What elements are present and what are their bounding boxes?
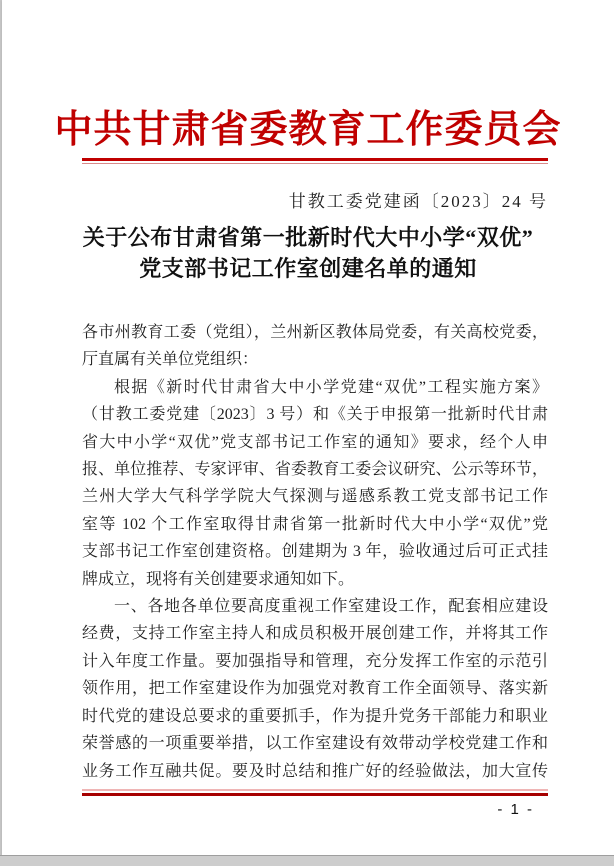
footer-divider-thin-line <box>82 789 548 791</box>
page-number: - 1 - <box>497 801 534 818</box>
body-line-salutation-1: 各市州教育工委（党组），兰州新区教体局党委，有关高校党委， <box>82 324 548 341</box>
body-line-item-one: 一、各地各单位要高度重视工作室建设工作，配套相应建设 <box>114 598 548 616</box>
letterhead-divider-thin-line <box>82 163 548 164</box>
body-line: 时代党的建设总要求的重要抓手，作为提升党务干部能力和职业 <box>82 707 548 725</box>
document-title-line1: 关于公布甘肃省第一批新时代大中小学“双优” <box>82 225 534 250</box>
body-line: （甘教工委党建〔2023〕3 号）和《关于申报第一批新时代甘肃 <box>82 406 548 424</box>
body-line: 室等 102 个工作室取得甘肃省第一批新时代大中小学“双优”党 <box>82 515 548 533</box>
body-line: 领作用，把工作室建设作为加强党对教育工作全面领导、落实新 <box>82 680 548 698</box>
page-edge <box>0 855 614 866</box>
letterhead-org-title: 中共甘肃省委教育工作委员会 <box>54 109 562 151</box>
document-body <box>82 319 548 785</box>
body-line: 兰州大学大气科学学院大气探测与遥感系教工党支部书记工作 <box>82 488 548 506</box>
document-page <box>2 0 614 856</box>
footer-divider-thick-line <box>82 793 548 796</box>
body-line-salutation-2: 厅直属有关单位党组织： <box>82 351 259 369</box>
body-line: 省大中小学“双优”党支部书记工作室的通知》要求，经个人申 <box>82 433 548 451</box>
footer-divider <box>82 789 548 796</box>
body-line: 计入年度工作量。要加强指导和管理，充分发挥工作室的示范引 <box>82 652 548 670</box>
document-title <box>2 222 614 284</box>
letterhead-divider-thick-line <box>82 158 548 161</box>
body-line: 牌成立，现将有关创建要求通知如下。 <box>82 570 355 588</box>
document-title-line2: 党支部书记工作室创建名单的通知 <box>139 256 477 281</box>
body-line: 根据《新时代甘肃省大中小学党建“双优”工程实施方案》 <box>114 378 548 396</box>
body-line: 荣誉感的一项重要举措，以工作室建设有效带动学校党建工作和 <box>82 735 548 753</box>
body-line: 经费，支持工作室主持人和成员积极开展创建工作，并将其工作 <box>82 625 548 643</box>
body-line: 业务工作互融共促。要及时总结和推广好的经验做法，加大宣传 <box>82 762 548 780</box>
letterhead-divider <box>82 158 548 164</box>
body-line: 支部书记工作室创建资格。创建期为 3 年，验收通过后可正式挂 <box>82 543 548 561</box>
document-number: 甘教工委党建函〔2023〕24 号 <box>288 192 548 211</box>
body-line: 报、单位推荐、专家评审、省委教育工委会议研究、公示等环节， <box>82 461 548 479</box>
